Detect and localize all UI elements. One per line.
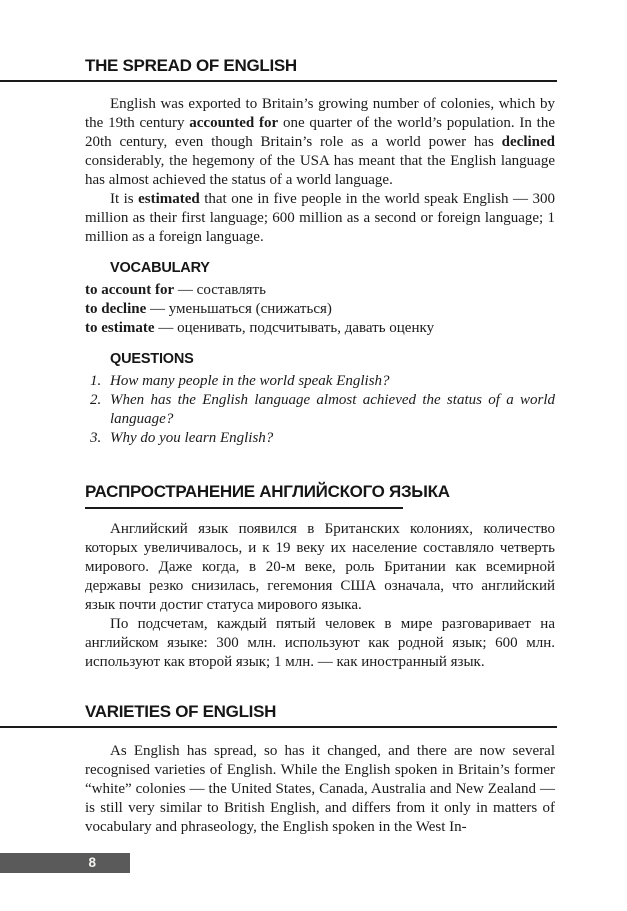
- question-item: [85, 429, 555, 448]
- vocabulary-translation: — составлять: [174, 282, 266, 298]
- question-number: 2.: [90, 392, 102, 408]
- russian-title-underline: [85, 507, 403, 509]
- vocabulary-term: to account for: [85, 282, 175, 298]
- questions-list: [85, 372, 555, 448]
- paragraph-spread-2: It is estimated that one in five people in the world speak English — 300 million as their first language; 600 million as a second or foreign language; 1 million as a foreign language.: [85, 191, 555, 245]
- vocabulary-translation: — оценивать, подсчитывать, давать оценку: [154, 320, 435, 336]
- vocabulary-heading: VOCABULARY: [110, 260, 210, 276]
- question-text: When has the English language almost achieved the status of a world language?: [110, 392, 555, 427]
- section-title-spread-of-english: THE SPREAD OF ENGLISH: [85, 56, 297, 75]
- question-number: 3.: [90, 430, 102, 446]
- section-title-varieties: VARIETIES OF ENGLISH: [85, 701, 277, 721]
- question-text: How many people in the world speak English?: [110, 373, 390, 389]
- vocabulary-entry: [85, 300, 555, 319]
- paragraph-russian-1: Английский язык появился в Британских колониях, количество которых увеличивалось, и к 19 веку их население составляло четверть мирового. Даже когда, в 20-м веке, роль Британии как всемирной державы резко снизилась, гегемония США означала, что английский язык почти достиг статуса мирового языка.: [85, 520, 555, 613]
- question-text: Why do you learn English?: [110, 430, 274, 446]
- question-item: [85, 391, 555, 429]
- vocabulary-list: [85, 281, 555, 338]
- vocabulary-term: to estimate: [85, 320, 155, 336]
- paragraph-russian-2: По подсчетам, каждый пятый человек в мире разговаривает на английском языке: 300 млн. используют как родной язык; 600 млн. используют как второй язык; 1 млн. — как иностранный язык.: [85, 615, 555, 670]
- vocabulary-entry: [85, 319, 555, 338]
- question-item: [85, 372, 555, 391]
- questions-heading: QUESTIONS: [110, 351, 194, 367]
- page-number-bar: [0, 853, 130, 873]
- vocabulary-term: to decline: [85, 301, 147, 317]
- question-number: 1.: [90, 373, 102, 389]
- page-content: [85, 0, 555, 837]
- vocabulary-translation: — уменьшаться (снижаться): [146, 301, 332, 317]
- paragraph-spread-1: English was exported to Britain’s growing number of colonies, which by the 19th century accounted for one quarter of the world’s population. In the 20th century, even though Britain’s role as a world power has declined considerably, the hegemony of the USA has meant that the English language has almost achieved the status of a world language.: [85, 96, 555, 188]
- section-title-spread-russian: РАСПРОСТРАНЕНИЕ АНГЛИЙСКОГО ЯЗЫКА: [85, 482, 450, 501]
- vocabulary-entry: [85, 281, 555, 300]
- paragraph-varieties-1: As English has spread, so has it changed, and there are now several recognised varieties of English. While the English spoken in Britain’s former “white” colonies — the United States, Canada, Australia and New Zealand — is still very similar to British English, and differs from it only in matters of vocabulary and phraseology, the English spoken in the West In-: [85, 742, 555, 835]
- varieties-title-rule: [0, 726, 557, 728]
- page-number: 8: [88, 855, 96, 870]
- title-rule: [0, 80, 557, 82]
